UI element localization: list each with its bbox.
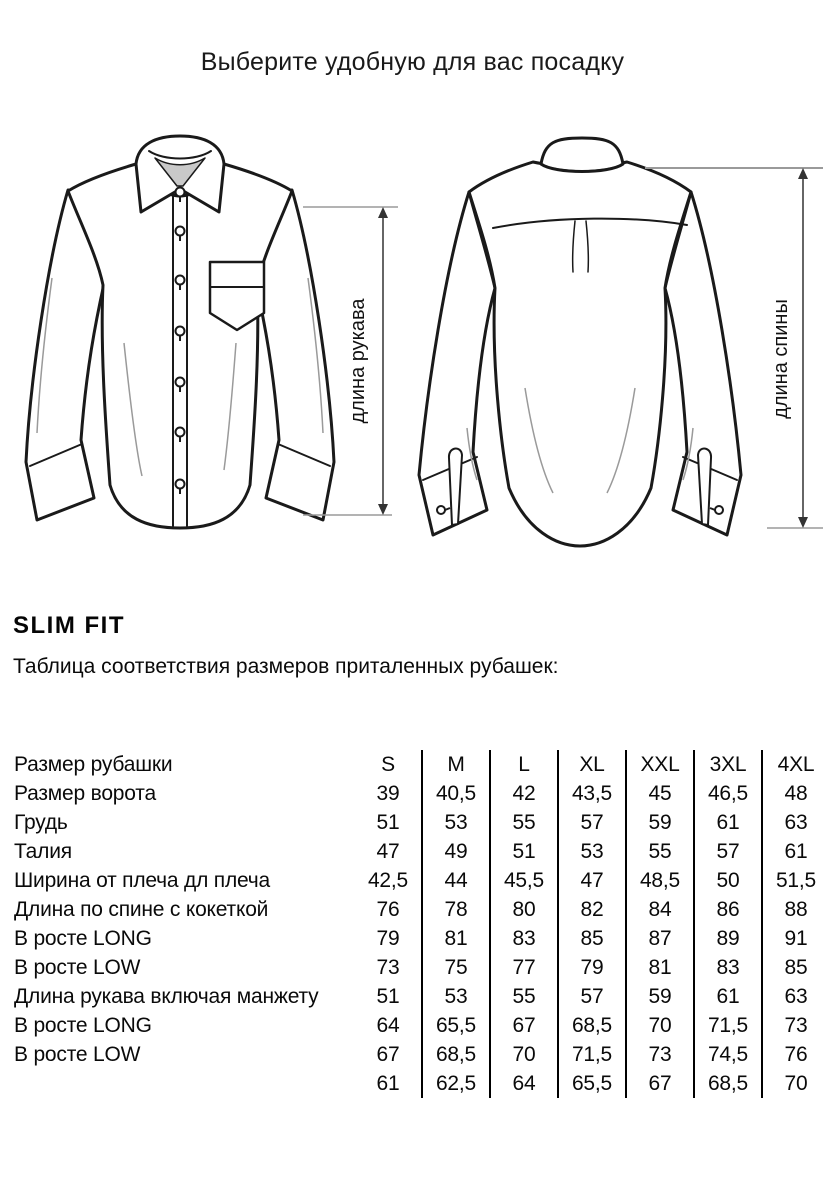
- size-table-body: [14, 750, 825, 1098]
- front-torso: [68, 164, 292, 528]
- cell-value: 82: [558, 895, 626, 924]
- back-length-label: длина спины: [770, 299, 792, 419]
- cell-value: 45: [626, 779, 694, 808]
- cell-value: 73: [376, 955, 400, 979]
- cell-value: 84: [626, 895, 694, 924]
- cell-value: 53: [422, 808, 490, 837]
- cell-value: 79: [558, 953, 626, 982]
- cell-value: 74,5: [694, 1040, 762, 1069]
- cell-value: 76: [376, 897, 400, 921]
- cell-value: 62,5: [422, 1069, 490, 1098]
- cell-value: 63: [762, 982, 825, 1011]
- cell-value: L: [490, 750, 558, 779]
- cell-value: 70: [762, 1069, 825, 1098]
- cell-value: 67: [626, 1069, 694, 1098]
- cell-value: 68,5: [694, 1069, 762, 1098]
- cell-value: 50: [694, 866, 762, 895]
- table-row: [14, 837, 825, 866]
- cell-value: 65,5: [422, 1011, 490, 1040]
- cell-value: 64: [490, 1069, 558, 1098]
- table-row: [14, 750, 825, 779]
- cell-value: 39: [376, 781, 400, 805]
- cell-value: 64: [376, 1013, 400, 1037]
- cell-value: 63: [762, 808, 825, 837]
- table-row: [14, 924, 825, 953]
- cell-value: 47: [558, 866, 626, 895]
- cell-value: 78: [422, 895, 490, 924]
- cell-value: 76: [762, 1040, 825, 1069]
- cell-value: 87: [626, 924, 694, 953]
- row-label: Грудь: [14, 810, 68, 834]
- cell-value: 68,5: [558, 1011, 626, 1040]
- row-label: Размер ворота: [14, 781, 156, 805]
- cell-value: 85: [762, 953, 825, 982]
- cell-value: 3XL: [694, 750, 762, 779]
- table-subtitle: Таблица соответствия размеров приталенных рубашек:: [13, 655, 559, 678]
- cell-value: 43,5: [558, 779, 626, 808]
- cell-value: 61: [694, 808, 762, 837]
- table-row: [14, 1069, 825, 1098]
- cell-value: 70: [626, 1011, 694, 1040]
- table-row: [14, 866, 825, 895]
- cell-value: 46,5: [694, 779, 762, 808]
- cell-value: 80: [490, 895, 558, 924]
- cell-value: 51,5: [762, 866, 825, 895]
- cell-value: 53: [422, 982, 490, 1011]
- table-row: [14, 1011, 825, 1040]
- cell-value: 53: [558, 837, 626, 866]
- cell-value: 55: [490, 982, 558, 1011]
- cell-value: 73: [762, 1011, 825, 1040]
- cell-value: XL: [558, 750, 626, 779]
- cell-value: 89: [694, 924, 762, 953]
- cell-value: S: [381, 752, 395, 776]
- cell-value: 55: [490, 808, 558, 837]
- cell-value: 51: [376, 810, 400, 834]
- table-row: [14, 953, 825, 982]
- cell-value: 75: [422, 953, 490, 982]
- cell-value: 44: [422, 866, 490, 895]
- cell-value: 59: [626, 982, 694, 1011]
- back-collar: [541, 138, 623, 172]
- cell-value: 55: [626, 837, 694, 866]
- cell-value: 81: [626, 953, 694, 982]
- cell-value: 40,5: [422, 779, 490, 808]
- table-row: [14, 982, 825, 1011]
- cell-value: 57: [558, 982, 626, 1011]
- row-label: Талия: [14, 839, 72, 863]
- row-label: В росте LOW: [14, 1042, 141, 1066]
- table-row: [14, 808, 825, 837]
- row-label: Длина рукава включая манжету: [14, 984, 319, 1008]
- page-title: Выберите удобную для вас посадку: [200, 48, 625, 76]
- cell-value: 88: [762, 895, 825, 924]
- cell-value: 73: [626, 1040, 694, 1069]
- cell-value: 91: [762, 924, 825, 953]
- row-label: В росте LOW: [14, 955, 141, 979]
- row-label: Размер рубашки: [14, 752, 173, 776]
- cell-value: 79: [376, 926, 400, 950]
- cell-value: 45,5: [490, 866, 558, 895]
- cell-value: 67: [490, 1011, 558, 1040]
- table-row: [14, 895, 825, 924]
- cell-value: 68,5: [422, 1040, 490, 1069]
- row-label: Длина по спине с кокеткой: [14, 897, 269, 921]
- cell-value: 49: [422, 837, 490, 866]
- cell-value: 86: [694, 895, 762, 924]
- cell-value: 47: [376, 839, 400, 863]
- cell-value: 85: [558, 924, 626, 953]
- cell-value: 71,5: [558, 1040, 626, 1069]
- cell-value: 51: [376, 984, 400, 1008]
- shirt-front-figure: [20, 128, 400, 578]
- cell-value: 83: [490, 924, 558, 953]
- shirt-back-drawing: [419, 138, 741, 546]
- cell-value: 42: [490, 779, 558, 808]
- cell-value: 57: [694, 837, 762, 866]
- cell-value: 70: [490, 1040, 558, 1069]
- cell-value: 65,5: [558, 1069, 626, 1098]
- cell-value: 4XL: [762, 750, 825, 779]
- cell-value: 67: [376, 1042, 400, 1066]
- cell-value: XXL: [626, 750, 694, 779]
- row-label: В росте LONG: [14, 1013, 152, 1037]
- table-row: [14, 779, 825, 808]
- cell-value: 42,5: [367, 868, 409, 892]
- cell-value: 51: [490, 837, 558, 866]
- cell-value: M: [422, 750, 490, 779]
- slim-fit-heading: SLIM FIT: [13, 612, 125, 639]
- cell-value: 61: [694, 982, 762, 1011]
- table-row: [14, 1040, 825, 1069]
- cell-value: 83: [694, 953, 762, 982]
- cell-value: 77: [490, 953, 558, 982]
- size-table: [14, 750, 825, 1098]
- row-label: [14, 1069, 355, 1098]
- row-label: Ширина от плеча дл плеча: [14, 868, 270, 892]
- sleeve-length-label: длина рукава: [347, 298, 369, 424]
- cell-value: 48,5: [626, 866, 694, 895]
- cell-value: 48: [762, 779, 825, 808]
- cell-value: 81: [422, 924, 490, 953]
- cell-value: 57: [558, 808, 626, 837]
- cell-value: 61: [376, 1071, 400, 1095]
- cell-value: 59: [626, 808, 694, 837]
- cell-value: 71,5: [694, 1011, 762, 1040]
- shirt-back-figure: [405, 128, 825, 578]
- row-label: В росте LONG: [14, 926, 152, 950]
- cell-value: 61: [762, 837, 825, 866]
